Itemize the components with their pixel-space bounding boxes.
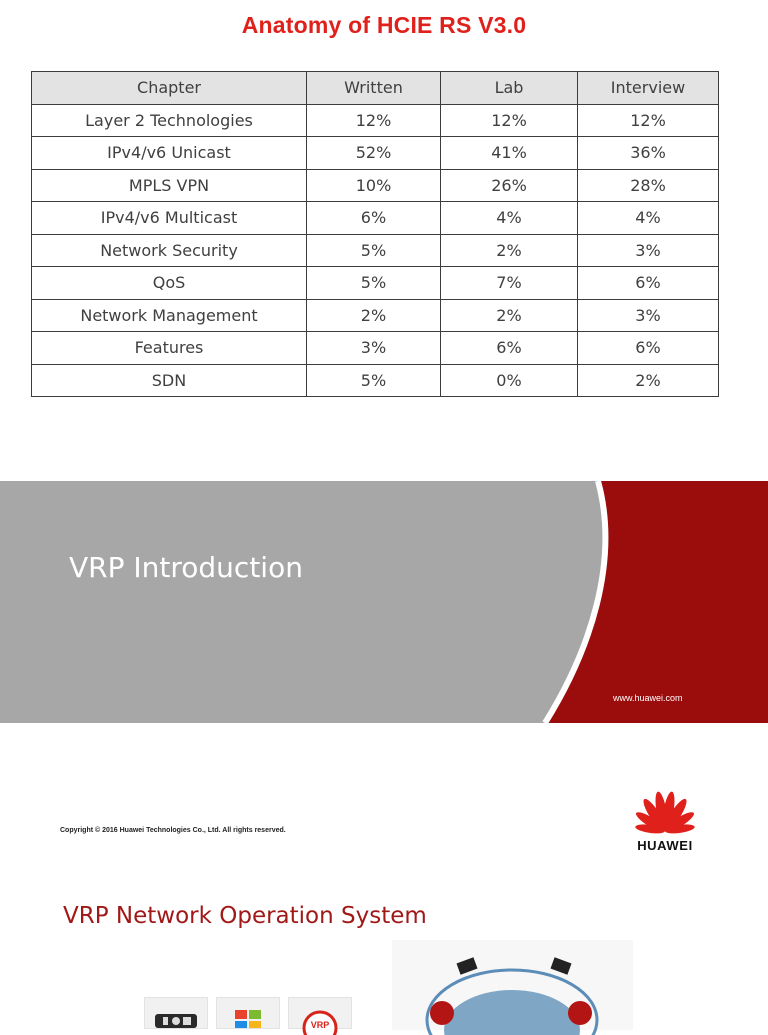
chapter-cell: SDN [32, 364, 307, 397]
huawei-petals-icon [628, 785, 702, 835]
written-cell: 52% [307, 137, 441, 170]
chapter-cell: Features [32, 332, 307, 365]
written-cell: 5% [307, 364, 441, 397]
chapter-cell: IPv4/v6 Multicast [32, 202, 307, 235]
lab-cell: 2% [441, 299, 578, 332]
slide-vrp-os [0, 883, 768, 1030]
lab-cell: 12% [441, 104, 578, 137]
lab-cell: 0% [441, 364, 578, 397]
table-row [32, 169, 719, 202]
written-cell: 12% [307, 104, 441, 137]
chapter-cell: IPv4/v6 Unicast [32, 137, 307, 170]
website-url: www.huawei.com [613, 693, 683, 703]
table-row [32, 104, 719, 137]
section-title: VRP Introduction [69, 551, 303, 584]
column-header: Interview [578, 72, 719, 105]
interview-cell: 36% [578, 137, 719, 170]
copyright-text: Copyright © 2016 Huawei Technologies Co., Ltd. All rights reserved. [60, 827, 286, 834]
interview-cell: 3% [578, 234, 719, 267]
lab-cell: 26% [441, 169, 578, 202]
huawei-logo [628, 785, 702, 853]
red-swoosh-shape [0, 481, 768, 723]
column-header: Written [307, 72, 441, 105]
table-row [32, 137, 719, 170]
written-cell: 3% [307, 332, 441, 365]
table-row [32, 234, 719, 267]
svg-text:VRP: VRP [310, 1020, 330, 1030]
interview-cell: 12% [578, 104, 719, 137]
table-row [32, 364, 719, 397]
table-row [32, 267, 719, 300]
lab-cell: 41% [441, 137, 578, 170]
globe-network-icon [392, 940, 633, 1030]
table-header-row [32, 72, 719, 105]
interview-cell: 3% [578, 299, 719, 332]
written-cell: 6% [307, 202, 441, 235]
written-cell: 5% [307, 234, 441, 267]
interview-cell: 6% [578, 332, 719, 365]
written-cell: 10% [307, 169, 441, 202]
huawei-wordmark: HUAWEI [637, 838, 693, 853]
written-cell: 5% [307, 267, 441, 300]
interview-cell: 6% [578, 267, 719, 300]
table-row [32, 299, 719, 332]
lab-cell: 7% [441, 267, 578, 300]
chapter-cell: Network Security [32, 234, 307, 267]
lab-cell: 4% [441, 202, 578, 235]
anatomy-table [31, 71, 719, 397]
chapter-cell: Layer 2 Technologies [32, 104, 307, 137]
ios-logo-icon [144, 997, 208, 1029]
table-row [32, 332, 719, 365]
written-cell: 2% [307, 299, 441, 332]
slide-copyright [0, 723, 768, 883]
chapter-cell: Network Management [32, 299, 307, 332]
slide-heading: VRP Network Operation System [63, 903, 427, 929]
column-header: Lab [441, 72, 578, 105]
slide-section-cover [0, 481, 768, 723]
chapter-cell: QoS [32, 267, 307, 300]
lab-cell: 6% [441, 332, 578, 365]
slide-title: Anatomy of HCIE RS V3.0 [241, 12, 527, 38]
windows-logo-icon [216, 997, 280, 1029]
interview-cell: 4% [578, 202, 719, 235]
interview-cell: 2% [578, 364, 719, 397]
chapter-cell: MPLS VPN [32, 169, 307, 202]
column-header: Chapter [32, 72, 307, 105]
interview-cell: 28% [578, 169, 719, 202]
lab-cell: 2% [441, 234, 578, 267]
table-row [32, 202, 719, 235]
vrp-logo-icon [288, 997, 352, 1029]
slide-anatomy [0, 0, 768, 440]
